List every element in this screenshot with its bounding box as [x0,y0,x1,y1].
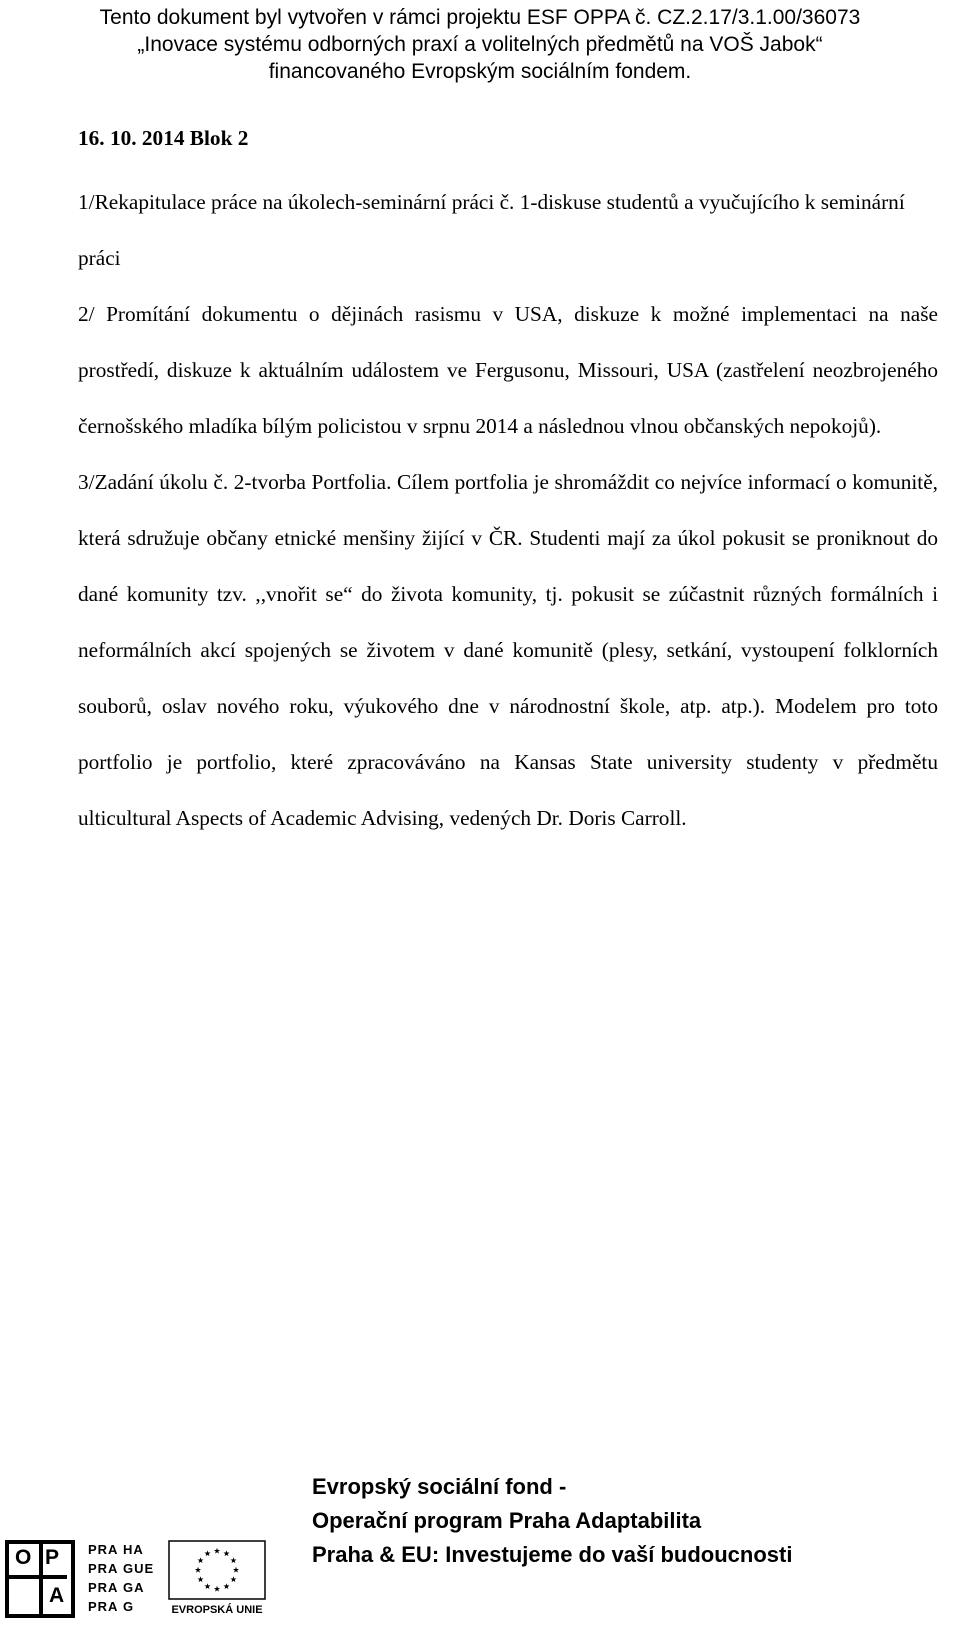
praha-cell: PRA [88,1542,119,1557]
eu-caption: EVROPSKÁ UNIE [171,1604,263,1616]
eu-flag-logo [168,1540,266,1616]
praha-cell: GA [123,1580,145,1595]
paragraph-3: 3/Zadání úkolu č. 2-tvorba Portfolia. Cílem portfolia je shromáždit co nejvíce informací o komunitě, která sdružuje občany etnické menšiny žijící v ČR. Studenti mají za úkol pokusit se proniknout do dané komunity tzv. ,,vnořit se“ do života komunity, tj. pokusit se zúčastnit různých formálních i neformálních akcí spojených se životem v dané komunitě (plesy, setkání, vystoupení folklorních souborů, oslav nového roku, výukového dne v národnostní škole, atp. atp.). Modelem pro toto portfolio je portfolio, které zpracováváno na Kansas State university studenty v předmětu ulticultural Aspects of Academic Advising, vedených Dr. Doris Carroll. [78,470,938,830]
footer-line-3: Praha & EU: Investujeme do vaší budoucnosti [312,1542,793,1567]
header-line-3: financovaného Evropským sociálním fondem. [268,60,692,83]
oppa-letter-a: A [49,1584,65,1607]
praha-cell: G [123,1599,135,1614]
oppa-logo [5,1540,75,1626]
header-line-2: „Inovace systému odborných praxí a volitelných předmětů na VOŠ Jabok“ [137,33,823,56]
footer-text [312,1470,952,1572]
praha-cell: GUE [123,1561,155,1576]
document-body [78,110,938,846]
document-header [0,4,960,85]
footer-line-2: Operační program Praha Adaptabilita [312,1508,702,1533]
footer-logos [0,1520,300,1616]
footer-line-1: Evropský sociální fond - [312,1474,567,1499]
praha-cell: PRA [88,1580,119,1595]
paragraph-1: 1/Rekapitulace práce na úkolech-seminární práci č. 1-diskuse studentů a vyučujícího k seminární práci [78,190,905,270]
section-heading: 16. 10. 2014 Blok 2 [78,126,249,150]
oppa-letter-o: O [15,1546,32,1569]
praha-cell: PRA [88,1561,119,1576]
praha-logo [88,1540,158,1616]
eu-stars-icon [168,1540,266,1616]
praha-cell: HA [123,1542,144,1557]
header-line-1: Tento dokument byl vytvořen v rámci projektu ESF OPPA č. CZ.2.17/3.1.00/36073 [99,6,861,29]
paragraph-2: 2/ Promítání dokumentu o dějinách rasismu v USA, diskuze k možné implementaci na naše prostředí, diskuze k aktuálním událostem ve Fergusonu, Missouri, USA (zastřelení neozbrojeného černošského mladíka bílým policistou v srpnu 2014 a následnou vlnou občanských nepokojů). [78,302,938,438]
oppa-letter-p1: P [45,1546,60,1569]
praha-cell: PRA [88,1599,119,1614]
